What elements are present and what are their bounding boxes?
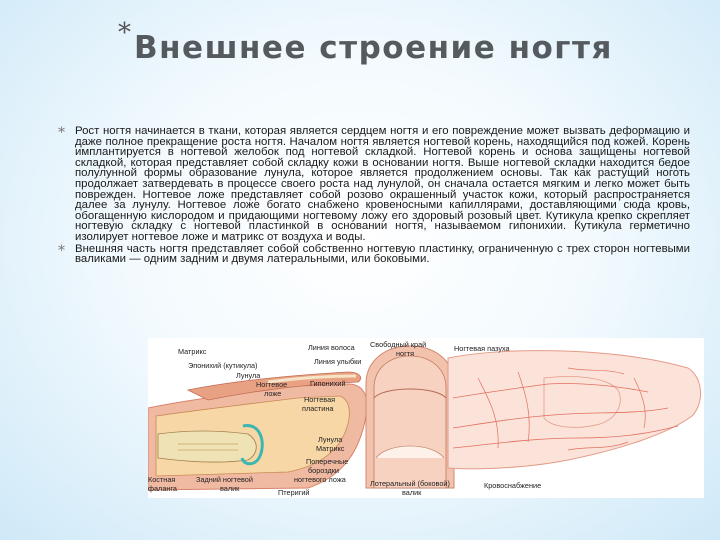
body-text — [58, 126, 690, 266]
label-hyponychium: Гипонихий — [310, 379, 346, 388]
nail-anatomy-figure — [148, 338, 704, 498]
label-rear-fold-1: Задний ногтевой — [196, 475, 253, 484]
finger-blood-supply — [448, 351, 701, 469]
label-eponychium: Эпонихий (кутикула) — [188, 361, 258, 370]
label-lunula-mid: Лунула — [318, 435, 343, 444]
title-bullet-star: * — [118, 18, 131, 48]
label-matrix: Матрикс — [178, 347, 207, 356]
bullet-item — [58, 244, 690, 265]
nail-top-view — [366, 346, 454, 488]
label-rear-fold-2: валик — [220, 484, 240, 493]
label-lateral-fold-1: Лотеральный (боковой) — [370, 479, 450, 488]
nail-anatomy-illustration — [148, 338, 704, 498]
label-transverse-1: Поперечные — [306, 457, 349, 466]
bullet-text: Рост ногтя начинается в ткани, которая является сердцем ногтя и его повреждение может вызвать деформацию и даже полное прекращение роста ногтя. Началом ногтя является ногтевой корень, находящийся под кожей. Корень имплантируется в ногтевой желобок под ногтевой складкой. Ногтевой корень и основа защищены ногтевой складкой, которая представляет собой складку кожи в основании ногтя. Выше ногтевой складки находится бедое полулунной формы образование лунула, которое является продолжением основы. Так как растущий ноготь продолжает затвердевать в процессе своего роста над лунулой, он сначала остается мягким и легко может быть поврежден. Ногтевое ложе представляет собой розово окрашенный участок кожи, который распространяется далее за лунулу. Ногтевое ложе богато снабжено кровеносными капиллярами, доставляющими сюда кровь, обогащенную кислородом и придающими ногтевому ложу его здоровый розовый цвет. Кутикула крепко скрепляет ногтевую складку с ногтевой пластинкой в основании ногтя, называемом гипонихии. Кутикула герметично изолирует ногтевое ложе и матрикс от воздуха и воды. — [75, 125, 690, 243]
label-transverse-2: бороздки — [308, 466, 339, 475]
label-lateral-fold-2: валик — [402, 488, 422, 497]
label-nail-plate-1: Ногтевая — [304, 395, 336, 404]
label-nail-sinus: Ногтевая пазуха — [454, 344, 510, 353]
label-nail-line: Линия волоса — [308, 343, 355, 352]
label-phalanx-2: фаланга — [148, 484, 177, 493]
label-matrix-mid: Матрикс — [316, 444, 345, 453]
label-smile-line: Линия улыбки — [314, 357, 362, 366]
slide-title: Внешнее строение ногтя — [134, 30, 613, 66]
bullet-text: Внешняя часть ногтя представляет собой собственно ногтевую пластинку, ограниченную с трех сторон ногтевыми валиками — одним задним и двумя латеральными, или боковыми. — [75, 242, 690, 266]
label-blood-supply: Кровоснабжение — [484, 481, 542, 490]
label-pterygium: Птеригий — [278, 488, 310, 497]
label-nail-plate-2: пластина — [302, 404, 334, 413]
label-nail-bed-1: Ногтевое — [256, 380, 288, 389]
label-free-edge-1: Свободный край — [370, 340, 427, 349]
bullet-item — [58, 126, 690, 243]
bullet-star: * — [58, 242, 65, 259]
label-nail-bed-2: ложе — [264, 389, 282, 398]
label-lunula-left: Лунула — [236, 371, 261, 380]
label-transverse-3: ногтевого ложа — [294, 475, 346, 484]
label-phalanx-1: Костная — [148, 475, 176, 484]
bullet-star: * — [58, 125, 65, 141]
label-free-edge-2: ногтя — [396, 349, 415, 358]
